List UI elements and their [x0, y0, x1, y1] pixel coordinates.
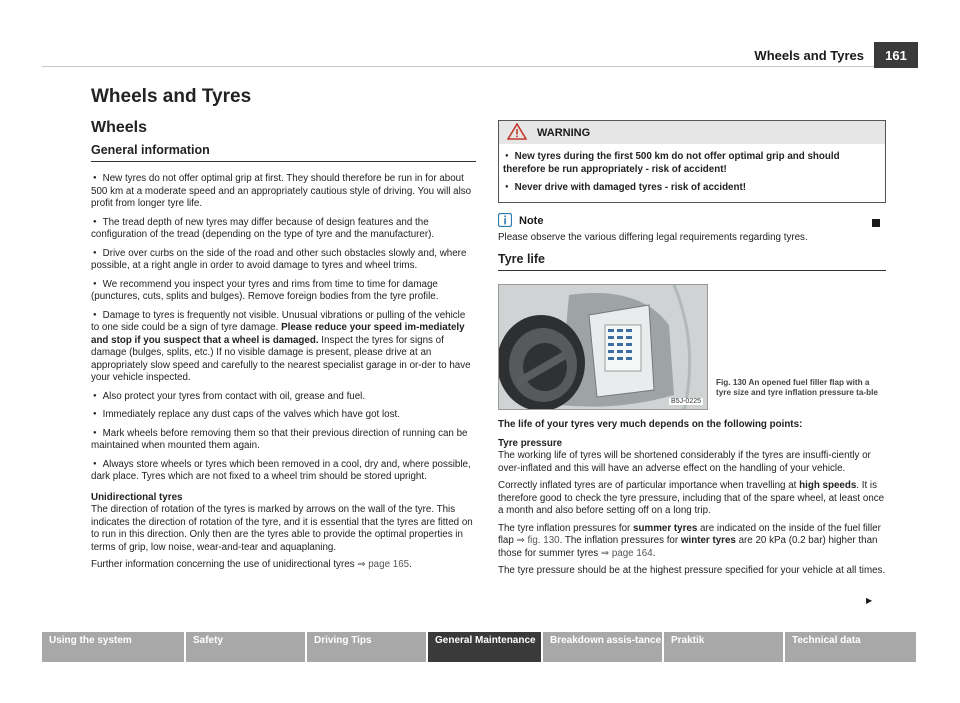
tyre-pressure-p4: The tyre pressure should be at the highest pressure specified for your vehicle at all times. — [498, 565, 886, 576]
text: . — [652, 547, 656, 559]
tab-driving-tips[interactable]: Driving Tips — [307, 632, 426, 662]
text: Correctly inflated tyres are of particular importance when travelling at — [498, 480, 800, 491]
warning-item: ● Never drive with damaged tyres - risk of accident! — [503, 181, 881, 195]
figure-link[interactable]: ⇒ fig. 130 — [516, 535, 560, 546]
bullet-text: Damage to tyres is frequently not visible. Unusual vibrations or pulling of the vehicle to one side could be a sign of tyre damage. — [91, 309, 466, 333]
list-item: ● Also protect your tyres from contact with oil, grease and fuel. — [91, 390, 476, 404]
page-link[interactable]: ⇒ page 164 — [600, 547, 653, 559]
further-info — [91, 559, 476, 572]
unidirectional-heading: Unidirectional tyres — [91, 491, 183, 503]
bold-text: winter tyres — [680, 535, 736, 546]
page-link[interactable]: ⇒ page 165 — [357, 559, 410, 570]
warning-label: WARNING — [537, 126, 591, 139]
figure-row — [498, 284, 886, 410]
list-item: ● Drive over curbs on the side of the road and other such obstacles slowly and, where possible, at a right angle in order to avoid damage to tyres and wheel trims. — [91, 247, 476, 273]
tab-technical-data[interactable]: Technical data — [785, 632, 916, 662]
tab-safety[interactable]: Safety — [186, 632, 305, 662]
tab-praktik[interactable]: Praktik — [664, 632, 783, 662]
further-info-end: . — [409, 559, 412, 570]
warning-body — [499, 144, 885, 202]
figure-code: B5J-0225 — [671, 398, 701, 405]
tyre-pressure-p3 — [498, 523, 886, 561]
text: are 20 kPa (0.2 bar) higher than those for summer tyres — [498, 535, 878, 559]
figure-caption: Fig. 130 An opened fuel filler flap with a tyre size and tyre inflation pressure ta-ble — [716, 378, 878, 397]
section-end-marker — [872, 219, 880, 227]
text: . It is therefore good to check the tyre pressure, including that of the spare wheel, at least once a month and also before setting off on a long trip. — [498, 480, 885, 516]
tyre-life-heading: Tyre life — [498, 252, 886, 271]
further-info-text: Further information concerning the use of unidirectional tyres — [91, 559, 358, 570]
page-number: 161 — [874, 42, 918, 68]
tab-breakdown-assistance[interactable]: Breakdown assis-tance — [543, 632, 662, 662]
note-header — [498, 213, 886, 230]
continue-arrow-icon: ▶ — [866, 596, 873, 605]
tab-general-maintenance[interactable]: General Maintenance — [428, 632, 541, 662]
chapter-nav — [42, 632, 918, 662]
section-title: Wheels — [91, 119, 148, 136]
warning-header — [499, 121, 885, 144]
text: . The inflation pressures for — [559, 535, 681, 546]
bold-text: summer tyres — [633, 522, 698, 534]
note-text: Please observe the various differing legal requirements regarding tyres. — [498, 231, 808, 243]
list-item: ● The tread depth of new tyres may differ because of design features and the configuration of the tread (depending on the type of tyre and the manufacturer). — [91, 216, 476, 242]
fuel-filler-flap-image — [498, 284, 708, 410]
header-rule — [42, 66, 874, 67]
chapter-title: Wheels and Tyres — [91, 86, 252, 107]
note-label: Note — [519, 215, 544, 227]
warning-item: ● New tyres during the first 500 km do not offer optimal grip and should therefore be run appropriately - risk of accident! — [503, 150, 881, 176]
left-column — [91, 86, 476, 577]
text: are indicated on the inside of the fuel filler flap — [498, 522, 881, 546]
text: The tyre inflation pressures for — [498, 522, 634, 534]
tyre-life-intro: The life of your tyres very much depends on the following points: — [498, 419, 803, 430]
unidirectional-text: The direction of rotation of the tyres is marked by arrows on the wall of the tyre. This indicates the direction of rotation of the tyre, and it is essential that the tyres are fitted on to run in this direction. Only then are the tyres able to provide the optimal properties in terms of grip, low noise, wear-and-tear and aquaplaning. — [91, 504, 473, 553]
list-item: ● Mark wheels before removing them so that their previous direction of running can be maintained when mounted them again. — [91, 427, 476, 453]
right-column — [498, 120, 886, 583]
tab-using-the-system[interactable]: Using the system — [42, 632, 184, 662]
fuel-filler-illustration — [499, 285, 708, 410]
list-item: ● Always store wheels or tyres which been removed in a cool, dry and, where possible, dark place. Tyres which are not fixed to a wheel trim should be stored upright. — [91, 458, 476, 484]
warning-triangle-icon — [507, 123, 537, 143]
tyre-pressure-p2 — [498, 480, 886, 518]
bold-text: high speeds — [799, 480, 857, 491]
tyre-pressure-p1: The working life of tyres will be shortened considerably if the tyres are insuffi-ciently or over-inflated and this will have an adverse effect on the handling of your vehicle. — [498, 450, 871, 474]
list-item: ● We recommend you inspect your tyres and rims from time to time for damage (punctures, cuts, splits and bulges). Remove foreign bodies from the tyre profile. — [91, 278, 476, 304]
bullet-bold-text: Please reduce your speed im-mediately and stop if you suspect that a wheel is damaged. — [91, 322, 465, 346]
subsection-title: General information — [91, 143, 476, 162]
list-item — [91, 309, 476, 385]
list-item: ● Immediately replace any dust caps of the valves which have got lost. — [91, 408, 476, 422]
running-title: Wheels and Tyres — [754, 48, 864, 63]
note-icon — [498, 213, 519, 230]
warning-box — [498, 120, 886, 203]
list-item: ● New tyres do not offer optimal grip at first. They should therefore be run in for about 500 km at a moderate speed and an appropriately cautious style of driving. You will also profit from longer tyre life. — [91, 172, 476, 211]
tyre-pressure-heading: Tyre pressure — [498, 437, 563, 449]
bullet-text: Inspect the tyres for signs of damage (bulges, splits, etc.) If no visible damage is present, please drive at an appropriately slow speed and carefully to the nearest specialist garage in or-der to have your vehicle inspected. — [91, 334, 471, 383]
